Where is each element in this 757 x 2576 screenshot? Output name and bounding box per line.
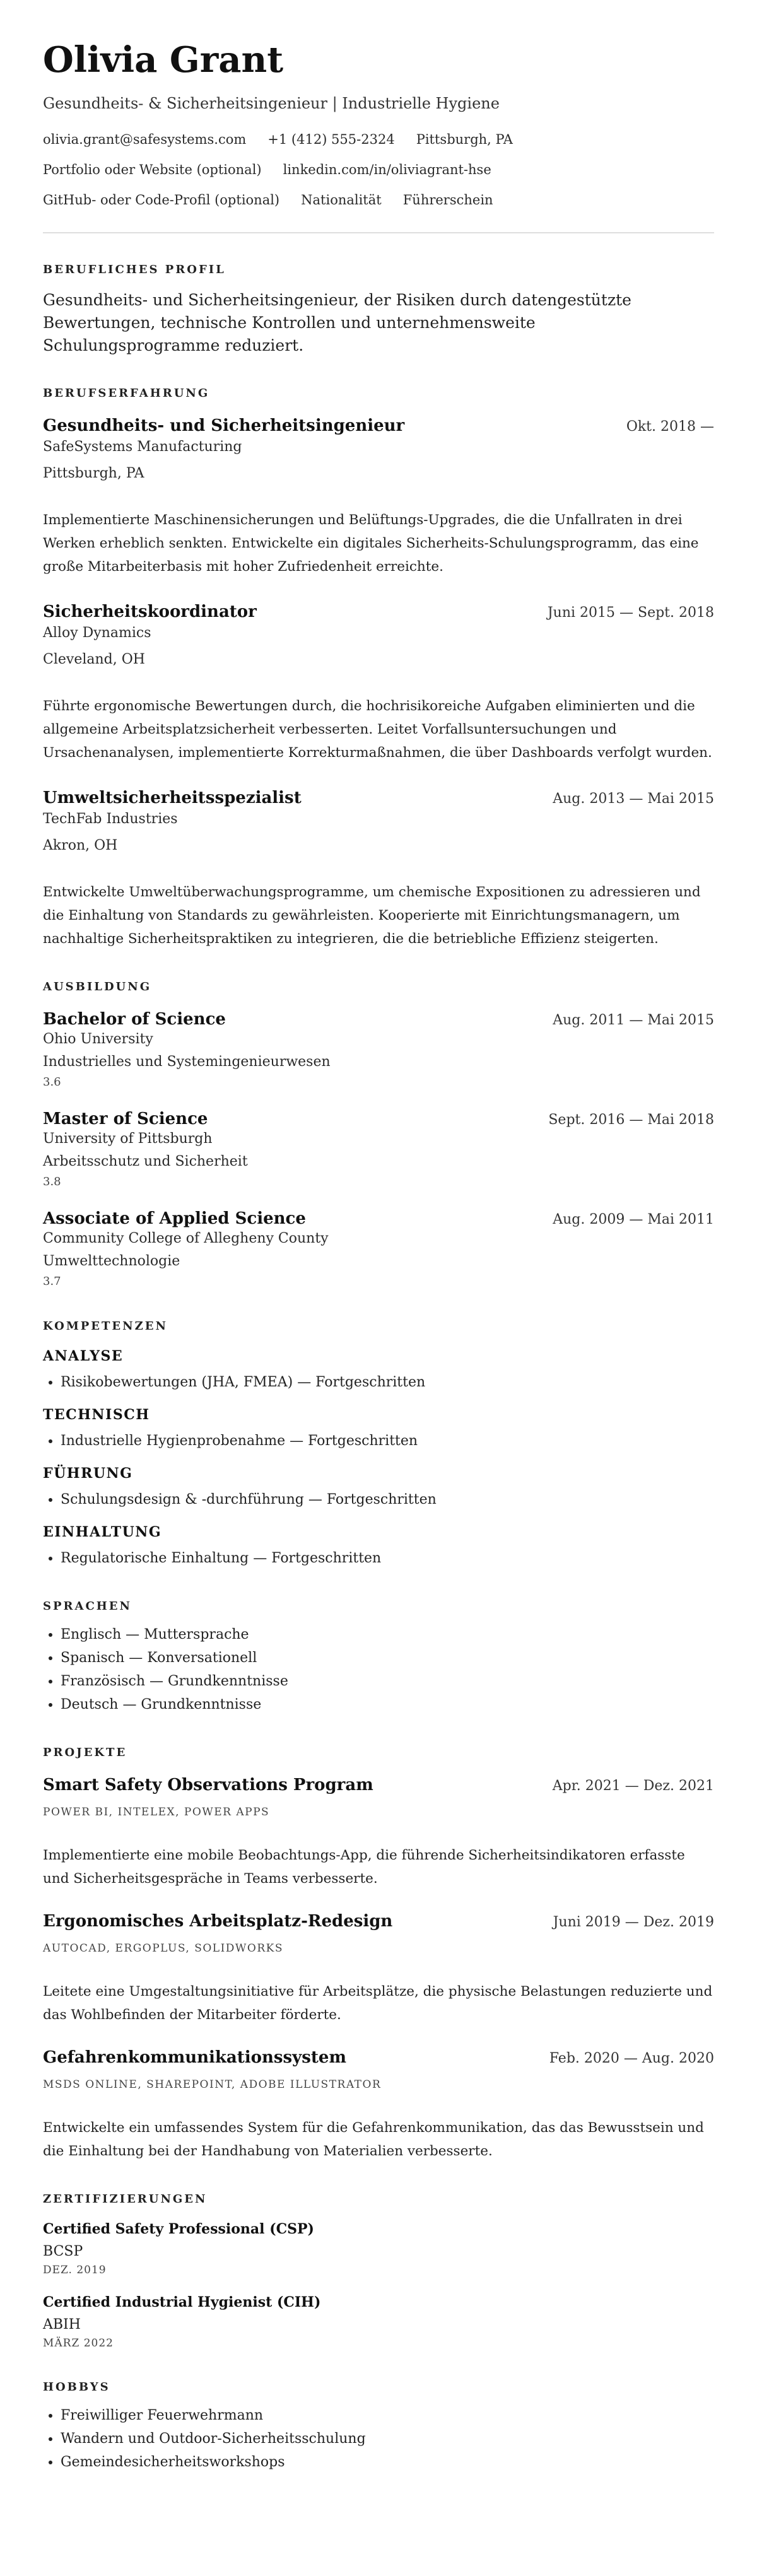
skill-category: TECHNISCH bbox=[43, 1407, 150, 1423]
certification-name: Certified Safety Professional (CSP) bbox=[43, 2221, 314, 2237]
field-of-study: Umwelttechnologie bbox=[43, 1253, 180, 1269]
degree-date: Aug. 2009 — Mai 2011 bbox=[553, 1212, 714, 1227]
education-entry bbox=[43, 1009, 714, 1091]
project-date: Juni 2019 — Dez. 2019 bbox=[553, 1914, 714, 1930]
language-list bbox=[43, 1623, 714, 1716]
header-divider bbox=[43, 232, 714, 233]
email-link[interactable]: olivia.grant@safesystems.com bbox=[43, 132, 247, 147]
location: Pittsburgh, PA bbox=[416, 132, 513, 147]
skill-item: • Schulungsdesign & -durchführung — Fortgeschritten bbox=[61, 1488, 714, 1511]
certification-issuer: ABIH bbox=[43, 2317, 81, 2333]
hobby-item: • Freiwilliger Feuerwehrmann bbox=[61, 2404, 714, 2427]
skill-item: • Regulatorische Einhaltung — Fortgeschritten bbox=[61, 1547, 714, 1570]
degree-title: Bachelor of Science bbox=[43, 1010, 226, 1029]
degree-date: Sept. 2016 — Mai 2018 bbox=[548, 1112, 714, 1128]
school-name: Community College of Allegheny County bbox=[43, 1231, 329, 1246]
hobby-item: • Wandern und Outdoor-Sicherheitsschulung bbox=[61, 2427, 714, 2450]
nationality: Nationalität bbox=[301, 192, 382, 208]
job-description: Implementierte Maschinensicherungen und Belüftungs-Upgrades, die die Unfallraten in drei Werken erheblich senkten. Entwickelte ein digitales Sicherheits-Schulungsprogramm, das eine große Mitarbeiterbasis mit hoher Zufriedenheit erreichte. bbox=[43, 512, 699, 575]
project-date: Apr. 2021 — Dez. 2021 bbox=[552, 1778, 714, 1794]
section-title-hobbies: HOBBYS bbox=[43, 2380, 110, 2394]
degree-title: Master of Science bbox=[43, 1109, 208, 1128]
project-date: Feb. 2020 — Aug. 2020 bbox=[549, 2051, 714, 2066]
certification-name: Certified Industrial Hygienist (CIH) bbox=[43, 2294, 321, 2310]
job-location: Cleveland, OH bbox=[43, 652, 145, 667]
gpa: 3.6 bbox=[43, 1075, 61, 1089]
skill-item: • Risikobewertungen (JHA, FMEA) — Fortgeschritten bbox=[61, 1371, 714, 1394]
job-title: Umweltsicherheitsspezialist bbox=[43, 788, 302, 807]
school-name: Ohio University bbox=[43, 1031, 153, 1047]
skill-group bbox=[43, 1464, 714, 1511]
job-location: Pittsburgh, PA bbox=[43, 465, 144, 481]
experience-entry bbox=[43, 601, 714, 764]
certification-date: MÄRZ 2022 bbox=[43, 2337, 114, 2350]
school-name: University of Pittsburgh bbox=[43, 1131, 213, 1147]
linkedin-link[interactable]: linkedin.com/in/oliviagrant-hse bbox=[283, 162, 491, 177]
hobby-list bbox=[43, 2404, 714, 2474]
project-description: Leitete eine Umgestaltungsinitiative für Arbeitsplätze, die physische Belastungen reduzierte und das Wohlbefinden der Mitarbeiter förderte. bbox=[43, 1984, 713, 2023]
job-date: Aug. 2013 — Mai 2015 bbox=[553, 791, 714, 807]
drivers-license: Führerschein bbox=[402, 192, 493, 208]
section-title-certifications: ZERTIFIZIERUNGEN bbox=[43, 2193, 208, 2206]
contact-row-links bbox=[43, 160, 714, 179]
project-entry bbox=[43, 1911, 714, 2027]
skill-category: EINHALTUNG bbox=[43, 1524, 162, 1540]
language-item: • Deutsch — Grundkenntnisse bbox=[61, 1693, 714, 1716]
github-link[interactable]: GitHub- oder Code-Profil (optional) bbox=[43, 192, 280, 208]
section-title-skills: KOMPETENZEN bbox=[43, 1320, 168, 1333]
contact-row-primary bbox=[43, 130, 714, 149]
project-tools: AUTOCAD, ERGOPLUS, SOLIDWORKS bbox=[43, 1942, 283, 1955]
skill-group bbox=[43, 1347, 714, 1394]
language-item: • Spanisch — Konversationell bbox=[61, 1646, 714, 1670]
degree-title: Associate of Applied Science bbox=[43, 1209, 306, 1228]
project-tools: MSDS ONLINE, SHAREPOINT, ADOBE ILLUSTRATOR bbox=[43, 2078, 382, 2091]
section-title-profile: BERUFLICHES PROFIL bbox=[43, 263, 226, 276]
job-description: Entwickelte Umweltüberwachungsprogramme, um chemische Expositionen zu adressieren und die Einhaltung von Standards zu gewährleisten. Kooperierte mit Einrichtungsmanagern, um nachhaltige Sicherheitspraktiken zu integrieren, die die betriebliche Effizienz steigerten. bbox=[43, 884, 701, 947]
phone-number: +1 (412) 555-2324 bbox=[267, 132, 395, 147]
skill-category: ANALYSE bbox=[43, 1348, 124, 1364]
project-description: Implementierte eine mobile Beobachtungs-App, die führende Sicherheitsindikatoren erfasste und Sicherheitsgespräche in Teams verbesserte. bbox=[43, 1847, 685, 1887]
job-title: Sicherheitskoordinator bbox=[43, 602, 257, 621]
headline: Gesundheits- & Sicherheitsingenieur | Industrielle Hygiene bbox=[43, 95, 500, 112]
skill-category: FÜHRUNG bbox=[43, 1465, 133, 1482]
job-date: Juni 2015 — Sept. 2018 bbox=[547, 605, 714, 621]
project-entry bbox=[43, 1774, 714, 1890]
project-tools: POWER BI, INTELEX, POWER APPS bbox=[43, 1806, 270, 1818]
profile-summary: Gesundheits- und Sicherheitsingenieur, der Risiken durch datengestützte Bewertungen, technische Kontrollen und unternehmensweite Schulungsprogramme reduziert. bbox=[43, 291, 631, 354]
certification-entry bbox=[43, 2220, 714, 2278]
job-title: Gesundheits- und Sicherheitsingenieur bbox=[43, 416, 405, 435]
certification-entry bbox=[43, 2293, 714, 2351]
experience-entry bbox=[43, 415, 714, 578]
section-title-languages: SPRACHEN bbox=[43, 1600, 132, 1613]
job-date: Okt. 2018 — bbox=[626, 419, 714, 435]
experience-entry bbox=[43, 787, 714, 951]
project-title: Ergonomisches Arbeitsplatz-Redesign bbox=[43, 1912, 393, 1931]
field-of-study: Arbeitsschutz und Sicherheit bbox=[43, 1154, 248, 1169]
certification-date: DEZ. 2019 bbox=[43, 2264, 107, 2276]
project-entry bbox=[43, 2047, 714, 2163]
language-item: • Französisch — Grundkenntnisse bbox=[61, 1670, 714, 1693]
candidate-name: Olivia Grant bbox=[43, 39, 284, 81]
hobby-item: • Gemeindesicherheitsworkshops bbox=[61, 2450, 714, 2474]
skill-item: • Industrielle Hygienprobenahme — Fortgeschritten bbox=[61, 1429, 714, 1453]
section-title-experience: BERUFSERFAHRUNG bbox=[43, 387, 210, 400]
section-title-projects: PROJEKTE bbox=[43, 1746, 127, 1759]
portfolio-link[interactable]: Portfolio oder Website (optional) bbox=[43, 162, 262, 177]
degree-date: Aug. 2011 — Mai 2015 bbox=[553, 1012, 714, 1028]
language-item: • Englisch — Muttersprache bbox=[61, 1623, 714, 1646]
contact-row-extra bbox=[43, 190, 714, 209]
project-description: Entwickelte ein umfassendes System für die Gefahrenkommunikation, das das Bewusstsein und die Einhaltung bei der Handhabung von Materialien verbesserte. bbox=[43, 2120, 704, 2159]
project-title: Gefahrenkommunikationssystem bbox=[43, 2048, 346, 2067]
education-entry bbox=[43, 1108, 714, 1190]
gpa: 3.8 bbox=[43, 1175, 61, 1188]
skill-group bbox=[43, 1523, 714, 1570]
field-of-study: Industrielles und Systemingenieurwesen bbox=[43, 1054, 331, 1070]
job-company: Alloy Dynamics bbox=[43, 625, 151, 641]
gpa: 3.7 bbox=[43, 1275, 61, 1288]
project-title: Smart Safety Observations Program bbox=[43, 1776, 373, 1794]
education-entry bbox=[43, 1208, 714, 1290]
job-company: TechFab Industries bbox=[43, 811, 178, 827]
job-location: Akron, OH bbox=[43, 838, 118, 853]
section-title-education: AUSBILDUNG bbox=[43, 980, 152, 993]
certification-issuer: BCSP bbox=[43, 2244, 83, 2259]
job-company: SafeSystems Manufacturing bbox=[43, 439, 242, 455]
skill-group bbox=[43, 1405, 714, 1453]
job-description: Führte ergonomische Bewertungen durch, die hochrisikoreiche Aufgaben eliminierten und die allgemeine Arbeitsplatzsicherheit verbesserten. Leitet Vorfallsuntersuchungen und Ursachenanalysen, implementierte Korrekturmaßnahmen, die über Dashboards verfolgt wurden. bbox=[43, 698, 712, 761]
